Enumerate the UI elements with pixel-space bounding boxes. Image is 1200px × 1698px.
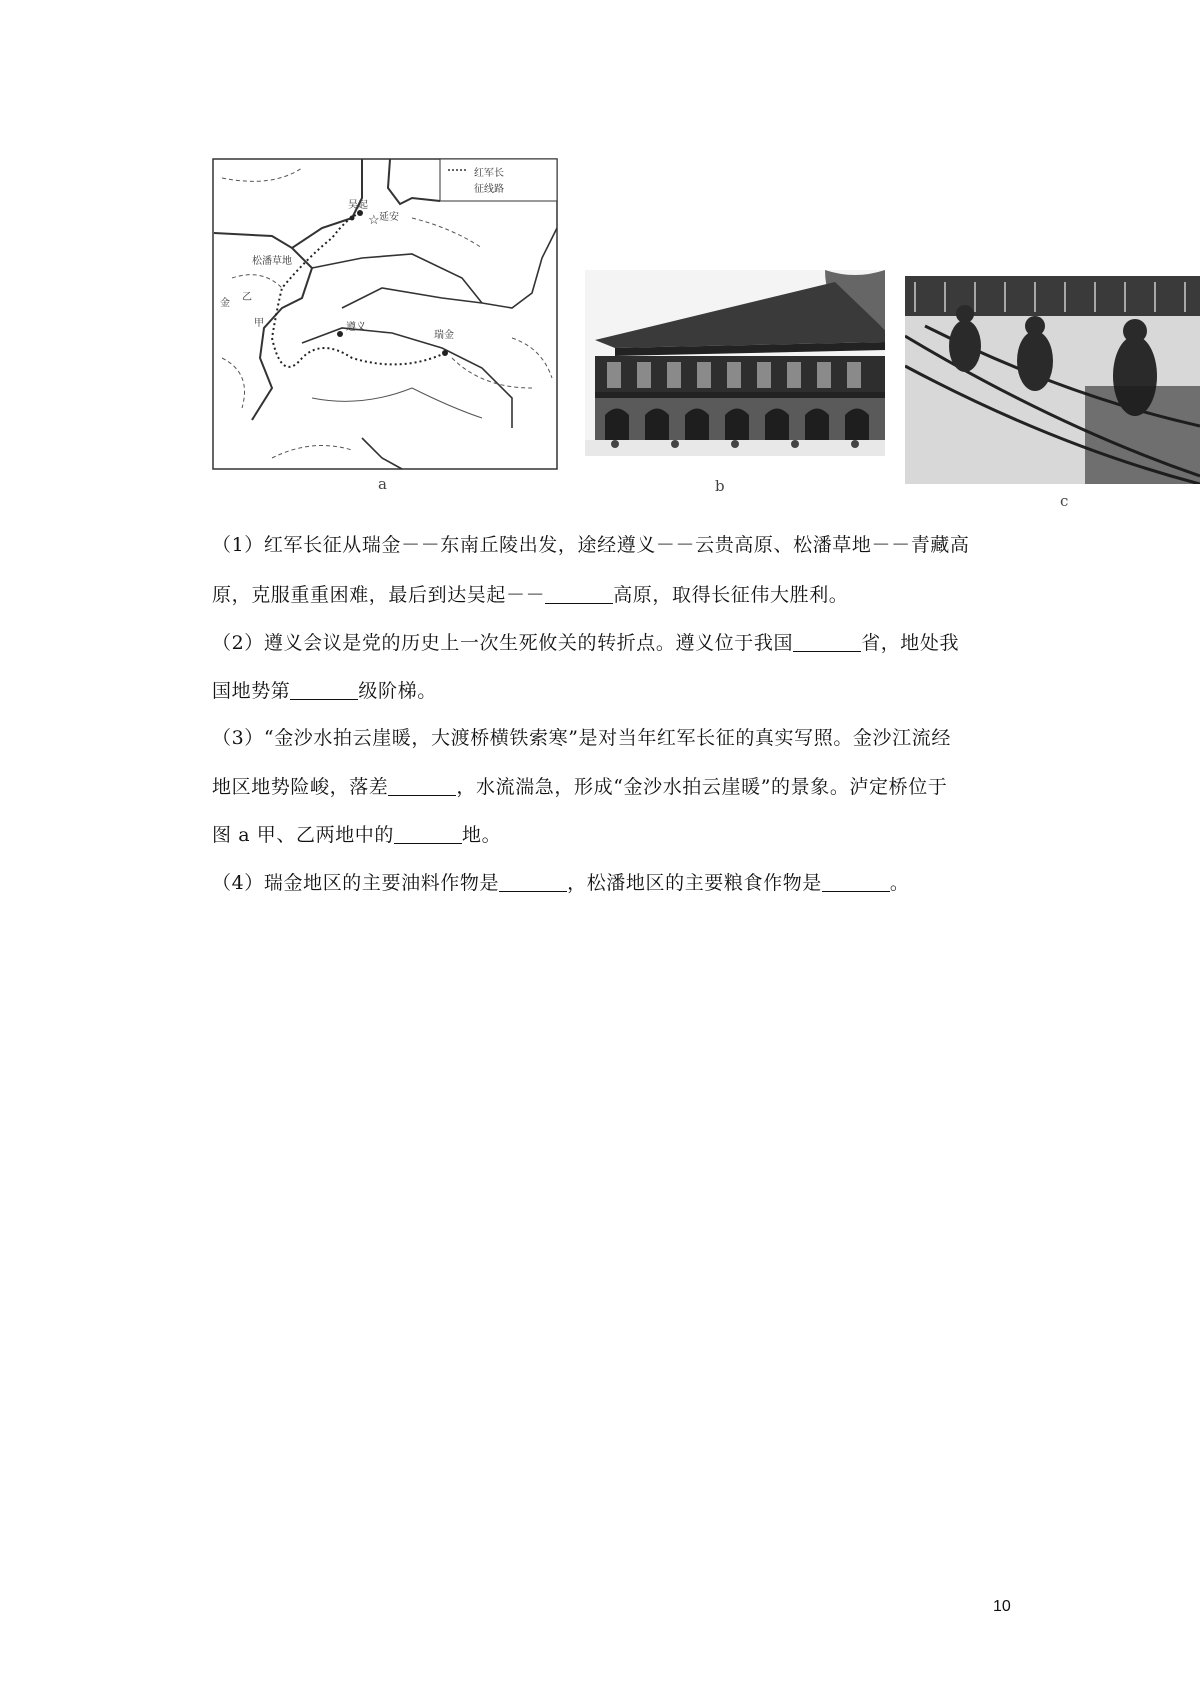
label-jin: 金: [220, 298, 230, 309]
q1-line2-text: 原，克服重重困难，最后到达吴起－－: [212, 584, 546, 606]
q2-line1-text: （2）遵义会议是党的历史上一次生死攸关的转折点。遵义位于我国: [212, 632, 794, 654]
label-jia: 乙: [242, 292, 252, 303]
label-yi: 甲: [254, 318, 264, 329]
q3-line3-text: 图 a 甲、乙两地中的: [212, 824, 395, 846]
q2-line2-tail: 级阶梯。: [358, 680, 437, 702]
q1-line1: （1）红军长征从瑞金－－东南丘陵出发，途经遵义－－云贵高原、松潘草地－－青藏高: [212, 534, 970, 556]
q2-line1: [212, 633, 1020, 653]
label-songpan: 松潘草地: [252, 256, 292, 267]
q3-blank-drop[interactable]: [388, 777, 456, 796]
q1-line2-tail: 高原，取得长征伟大胜利。: [613, 584, 849, 606]
q2-blank-province[interactable]: [793, 633, 861, 652]
q1-line2: [212, 585, 1020, 605]
q4-line: [212, 873, 1020, 893]
label-ruijin: 瑞金: [434, 330, 454, 341]
q2-line2-text: 国地势第: [212, 680, 291, 702]
page-number: 10: [993, 1598, 1011, 1615]
q2-line1-tail: 省，地处我: [861, 632, 960, 654]
legend-line2: 征线路: [474, 184, 504, 195]
building-caption: b: [715, 477, 725, 495]
q3-line2-text: 地区地势险峻，落差: [212, 776, 389, 798]
q4-mid: ，松潘地区的主要粮食作物是: [567, 872, 822, 894]
q3-line3-tail: 地。: [462, 824, 502, 846]
q4-text: （4）瑞金地区的主要油料作物是: [212, 872, 500, 894]
zunyi-building-photo: [585, 270, 885, 456]
label-yanan: 延安: [379, 212, 399, 223]
q3-line3: [212, 825, 1020, 845]
q4-tail: 。: [889, 872, 910, 894]
legend-line1: 红军长: [474, 168, 504, 179]
q1-blank[interactable]: [545, 585, 613, 604]
q4-blank-grain[interactable]: [822, 873, 890, 892]
q2-line2: [212, 681, 1020, 701]
label-zunyi: 遵义: [346, 322, 366, 333]
q3-line2-tail: ，水流湍急，形成“金沙水拍云崖暖”的景象。泸定桥位于: [456, 776, 948, 798]
q4-blank-oil[interactable]: [499, 873, 567, 892]
long-march-map: [212, 158, 558, 470]
q3-line2: [212, 777, 1020, 797]
q3-line1: （3）“金沙水拍云崖暖，大渡桥横铁索寒”是对当年红军长征的真实写照。金沙江流经: [212, 727, 951, 749]
svg-text:☆: ☆: [368, 213, 380, 228]
bridge-caption: c: [1060, 492, 1069, 510]
q3-blank-place[interactable]: [394, 825, 462, 844]
map-caption: a: [378, 475, 387, 493]
luding-bridge-photo: [905, 276, 1200, 484]
label-wuqi: 吴起: [348, 200, 368, 211]
q2-blank-step[interactable]: [290, 681, 358, 700]
